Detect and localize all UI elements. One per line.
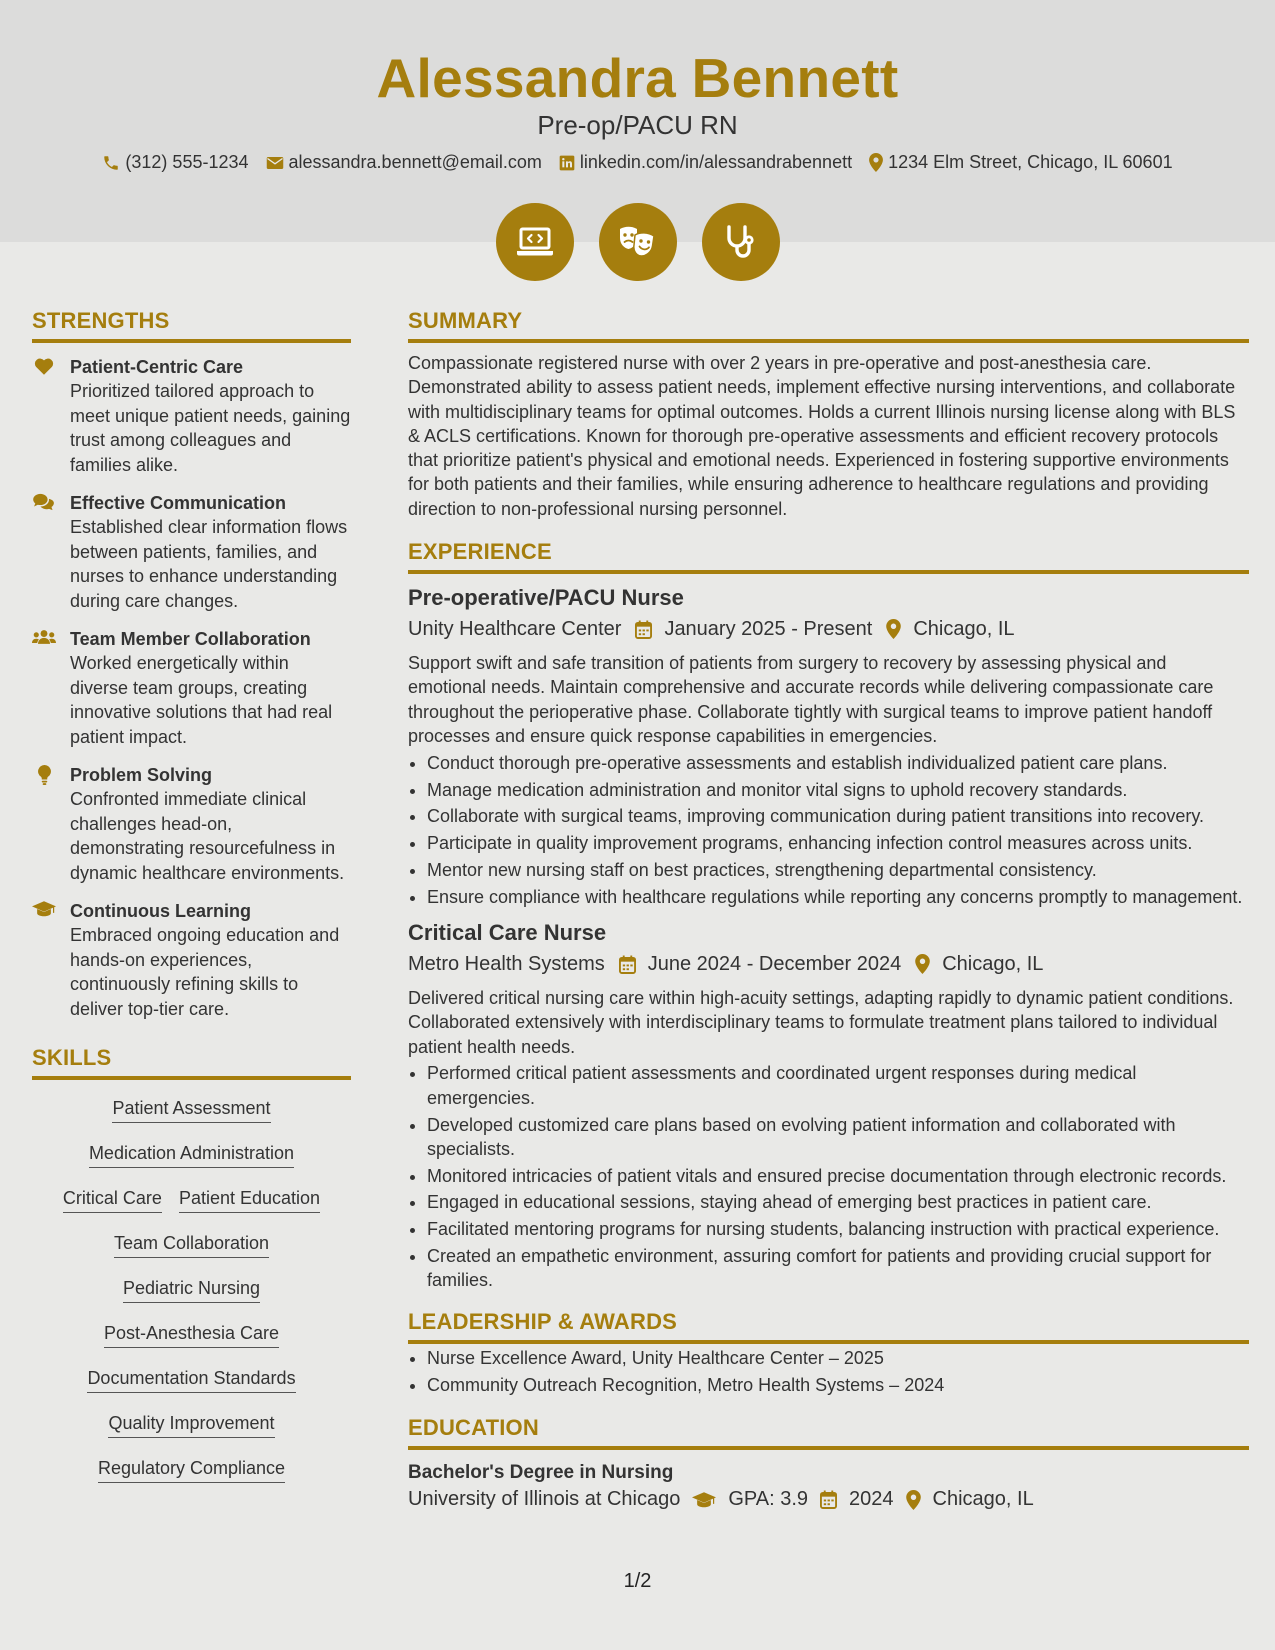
skill-tag: Documentation Standards (87, 1368, 295, 1393)
map-marker-icon (915, 954, 930, 974)
job-bullet: • Developed customized care plans based on evolving patient information and collaborated with specialists. (427, 1113, 1249, 1162)
calendar-icon (619, 955, 636, 974)
job-bullet: • Conduct thorough pre-operative assessments and establish individualized patient care plans. (427, 751, 1249, 775)
job-bullet: • Mentor new nursing staff on best practices, strengthening departmental consistency. (427, 858, 1249, 882)
skill-tag: Medication Administration (89, 1143, 294, 1168)
job-bullets (408, 751, 1249, 909)
job-title: Pre-operative/PACU Nurse (408, 585, 684, 611)
job-title: Critical Care Nurse (408, 920, 607, 946)
skill-tag: Critical Care (63, 1188, 162, 1213)
theater-masks-badge (599, 203, 677, 281)
job-bullet: • Ensure compliance with healthcare regulations while reporting any concerns promptly to management. (427, 885, 1249, 909)
envelope-icon (266, 155, 284, 171)
job-location: Chicago, IL (913, 618, 1015, 641)
left-column (32, 308, 351, 1493)
job-bullet: • Manage medication administration and monitor vital signs to uphold recovery standards. (427, 778, 1249, 802)
badge-row (0, 203, 1275, 281)
leadership-list (408, 1346, 1249, 1397)
education-meta (408, 1488, 1249, 1511)
job-bullet: • Participate in quality improvement programs, enhancing infection control measures across units. (427, 831, 1249, 855)
education-gpa: GPA: 3.9 (728, 1488, 809, 1511)
job-dates: January 2025 - Present (664, 618, 873, 641)
education-heading: EDUCATION (408, 1415, 1249, 1450)
candidate-name: Alessandra Bennett (376, 47, 899, 109)
strengths-heading: STRENGTHS (32, 308, 351, 343)
theater-masks-icon (618, 225, 658, 259)
map-marker-icon (906, 1490, 921, 1510)
job-summary: Support swift and safe transition of patients from surgery to recovery by assessing physical and emotional needs. Maintain comprehensive and accurate records while delivering compassionate care throughout the perioperative phase. Collaborate tightly with surgical teams to improve patient handoff processes and ensure quick response capabilities in emergencies. (408, 653, 1214, 746)
job-bullet: • Created an empathetic environment, assuring comfort for patients and providing crucial support for families. (427, 1244, 1249, 1293)
strength-desc: Embraced ongoing education and hands-on experiences, continuously refining skills to deliver top-tier care. (70, 925, 340, 1019)
education-location: Chicago, IL (932, 1488, 1034, 1511)
contact-address (869, 152, 1173, 173)
skill-tag: Quality Improvement (108, 1413, 274, 1438)
email-link[interactable]: alessandra.bennett@email.com (288, 152, 542, 172)
strength-item (32, 355, 351, 477)
strength-title: Patient-Centric Care (70, 357, 244, 377)
strength-desc: Confronted immediate clinical challenges head-on, demonstrating resourcefulness in dynamic healthcare environments. (70, 789, 345, 883)
job-bullet: • Facilitated mentoring programs for nursing students, balancing instruction with practical experience. (427, 1217, 1249, 1241)
job-meta (408, 615, 1249, 643)
degree-title: Bachelor's Degree in Nursing (408, 1462, 674, 1484)
strength-desc: Worked energetically within diverse team groups, creating innovative solutions that had real patient impact. (70, 653, 333, 747)
map-marker-icon (869, 153, 883, 172)
job-dates: June 2024 - December 2024 (647, 953, 902, 976)
education-year: 2024 (849, 1488, 894, 1511)
job-bullet: • Engaged in educational sessions, staying ahead of emerging best practices in patient care. (427, 1190, 1249, 1214)
address-text: 1234 Elm Street, Chicago, IL 60601 (888, 152, 1173, 172)
strength-title: Effective Communication (70, 493, 287, 513)
job-company: Unity Healthcare Center (408, 618, 622, 641)
graduation-cap-icon (692, 1492, 716, 1508)
skill-tag: Patient Assessment (112, 1098, 270, 1123)
strength-desc: Prioritized tailored approach to meet unique patient needs, gaining trust among colleagues and families alike. (70, 381, 351, 475)
job-entry (408, 919, 1249, 1293)
job-company: Metro Health Systems (408, 953, 605, 976)
award-item: • Nurse Excellence Award, Unity Healthcare Center – 2025 (427, 1346, 1249, 1370)
laptop-code-badge (496, 203, 574, 281)
summary-text: Compassionate registered nurse with over 2 years in pre-operative and post-anesthesia care. Demonstrated ability to assess patient needs, implement effective nursing interventions, and collaborate with multidisciplinary teams for optimal outcomes. Holds a current Illinois nursing license along with BLS & ACLS certifications. Known for thorough pre-operative assessments and efficient recovery protocols that prioritize patient's physical and emotional needs. Experienced in fostering supportive environments for both patients and their families, while ensuring adherence to healthcare regulations and providing direction to non-professional nursing personnel. (408, 353, 1236, 519)
page-number: 1/2 (623, 1570, 652, 1592)
heart-icon (34, 357, 54, 375)
candidate-role: Pre-op/PACU RN (537, 110, 738, 140)
phone-text: (312) 555-1234 (125, 152, 249, 172)
contact-phone (102, 152, 248, 173)
laptop-code-icon (516, 226, 554, 258)
linkedin-link[interactable]: linkedin.com/in/alessandrabennett (579, 152, 853, 172)
strength-title: Team Member Collaboration (70, 629, 311, 649)
job-bullet: • Monitored intricacies of patient vitals and ensured precise documentation through electronic records. (427, 1164, 1249, 1188)
map-marker-icon (886, 619, 901, 639)
contact-email[interactable] (266, 152, 542, 173)
award-item: • Community Outreach Recognition, Metro Health Systems – 2024 (427, 1373, 1249, 1397)
experience-heading: EXPERIENCE (408, 539, 1249, 574)
lightbulb-icon (37, 765, 52, 785)
school-name: University of Illinois at Chicago (408, 1488, 681, 1511)
strength-item (32, 491, 351, 613)
calendar-icon (820, 1490, 837, 1509)
contact-bar (0, 152, 1275, 173)
strength-item (32, 899, 351, 1021)
strength-title: Problem Solving (70, 765, 213, 785)
right-column (408, 308, 1249, 1511)
skill-tag: Patient Education (179, 1188, 320, 1213)
skill-tag: Regulatory Compliance (98, 1458, 285, 1483)
skill-tag: Post-Anesthesia Care (104, 1323, 279, 1348)
job-bullet: • Performed critical patient assessments and coordinated urgent responses during medical emergencies. (427, 1061, 1249, 1110)
comments-icon (32, 493, 56, 511)
stethoscope-badge (702, 203, 780, 281)
strength-item (32, 627, 351, 749)
job-location: Chicago, IL (942, 953, 1044, 976)
job-bullets (408, 1061, 1249, 1292)
contact-linkedin[interactable] (559, 152, 852, 173)
calendar-icon (635, 620, 652, 639)
phone-icon (102, 154, 120, 172)
job-meta (408, 950, 1249, 978)
graduation-cap-icon (32, 901, 56, 917)
skill-tag: Team Collaboration (114, 1233, 269, 1258)
strength-title: Continuous Learning (70, 901, 251, 921)
skills-list (32, 1088, 351, 1493)
skill-tag: Pediatric Nursing (123, 1278, 260, 1303)
job-entry (408, 584, 1249, 909)
skills-heading: SKILLS (32, 1045, 351, 1080)
leadership-heading: LEADERSHIP & AWARDS (408, 1309, 1249, 1344)
strength-item (32, 763, 351, 885)
job-summary: Delivered critical nursing care within high-acuity settings, adapting rapidly to dynamic patient conditions. Collaborated extensively with interdisciplinary teams to formulate treatment plans tailored to individual patient health needs. (408, 988, 1234, 1057)
linkedin-icon (559, 155, 575, 171)
job-bullet: • Collaborate with surgical teams, improving communication during patient transitions into recovery. (427, 804, 1249, 828)
stethoscope-icon (724, 224, 758, 260)
users-icon (32, 629, 56, 645)
summary-heading: SUMMARY (408, 308, 1249, 343)
strength-desc: Established clear information flows between patients, families, and nurses to enhance understanding during care changes. (70, 517, 348, 611)
